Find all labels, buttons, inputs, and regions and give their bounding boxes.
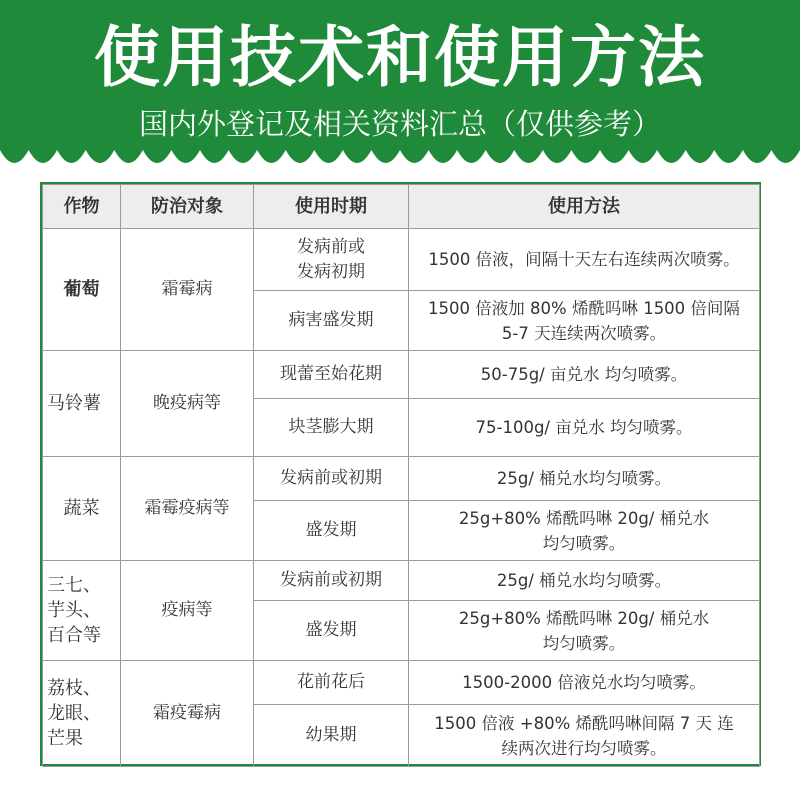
crop-cell: 蔬菜 (43, 457, 121, 561)
period-cell: 现蕾至始花期 (254, 351, 409, 399)
target-cell: 霜霉病 (121, 229, 254, 351)
method-cell: 1500-2000 倍液兑水均匀喷雾。 (409, 661, 760, 705)
method-cell: 25g+80% 烯酰吗啉 20g/ 桶兑水 均匀喷雾。 (409, 501, 760, 561)
usage-table (42, 184, 760, 767)
period-cell: 幼果期 (254, 705, 409, 767)
header-target: 防治对象 (121, 185, 254, 229)
header-crop: 作物 (43, 185, 121, 229)
header-method: 使用方法 (409, 185, 760, 229)
table-row (43, 351, 760, 399)
period-cell: 花前花后 (254, 661, 409, 705)
period-cell: 发病前或初期 (254, 457, 409, 501)
target-cell: 晚疫病等 (121, 351, 254, 457)
method-cell: 25g/ 桶兑水均匀喷雾。 (409, 457, 760, 501)
table-header-row (43, 185, 760, 229)
page-title: 使用技术和使用方法 (94, 19, 706, 96)
method-cell: 25g+80% 烯酰吗啉 20g/ 桶兑水 均匀喷雾。 (409, 601, 760, 661)
table-row (43, 229, 760, 291)
crop-cell: 马铃薯 (43, 351, 121, 457)
period-cell: 发病前或初期 (254, 561, 409, 601)
method-cell: 1500 倍液，间隔十天左右连续两次喷雾。 (409, 229, 760, 291)
crop-cell: 葡萄 (43, 229, 121, 351)
period-cell: 盛发期 (254, 601, 409, 661)
period-cell: 发病前或 发病初期 (254, 229, 409, 291)
table-row (43, 661, 760, 705)
header-period: 使用时期 (254, 185, 409, 229)
target-cell: 霜疫霉病 (121, 661, 254, 767)
period-cell: 块茎膨大期 (254, 399, 409, 457)
table-row (43, 561, 760, 601)
method-cell: 1500 倍液 +80% 烯酰吗啉间隔 7 天 连 续两次进行均匀喷雾。 (409, 705, 760, 767)
method-cell: 50-75g/ 亩兑水 均匀喷雾。 (409, 351, 760, 399)
target-cell: 霜霉疫病等 (121, 457, 254, 561)
method-cell: 1500 倍液加 80% 烯酰吗啉 1500 倍间隔 5-7 天连续两次喷雾。 (409, 291, 760, 351)
table-body (43, 229, 760, 767)
page-subtitle: 国内外登记及相关资料汇总（仅供参考） (138, 107, 661, 141)
method-cell: 75-100g/ 亩兑水 均匀喷雾。 (409, 399, 760, 457)
period-cell: 病害盛发期 (254, 291, 409, 351)
period-cell: 盛发期 (254, 501, 409, 561)
crop-cell: 三七、 芋头、 百合等 (43, 561, 121, 661)
header-banner (0, 0, 800, 172)
method-cell: 25g/ 桶兑水均匀喷雾。 (409, 561, 760, 601)
table-row (43, 457, 760, 501)
usage-table-frame (40, 182, 761, 766)
crop-cell: 荔枝、 龙眼、 芒果 (43, 661, 121, 767)
target-cell: 疫病等 (121, 561, 254, 661)
